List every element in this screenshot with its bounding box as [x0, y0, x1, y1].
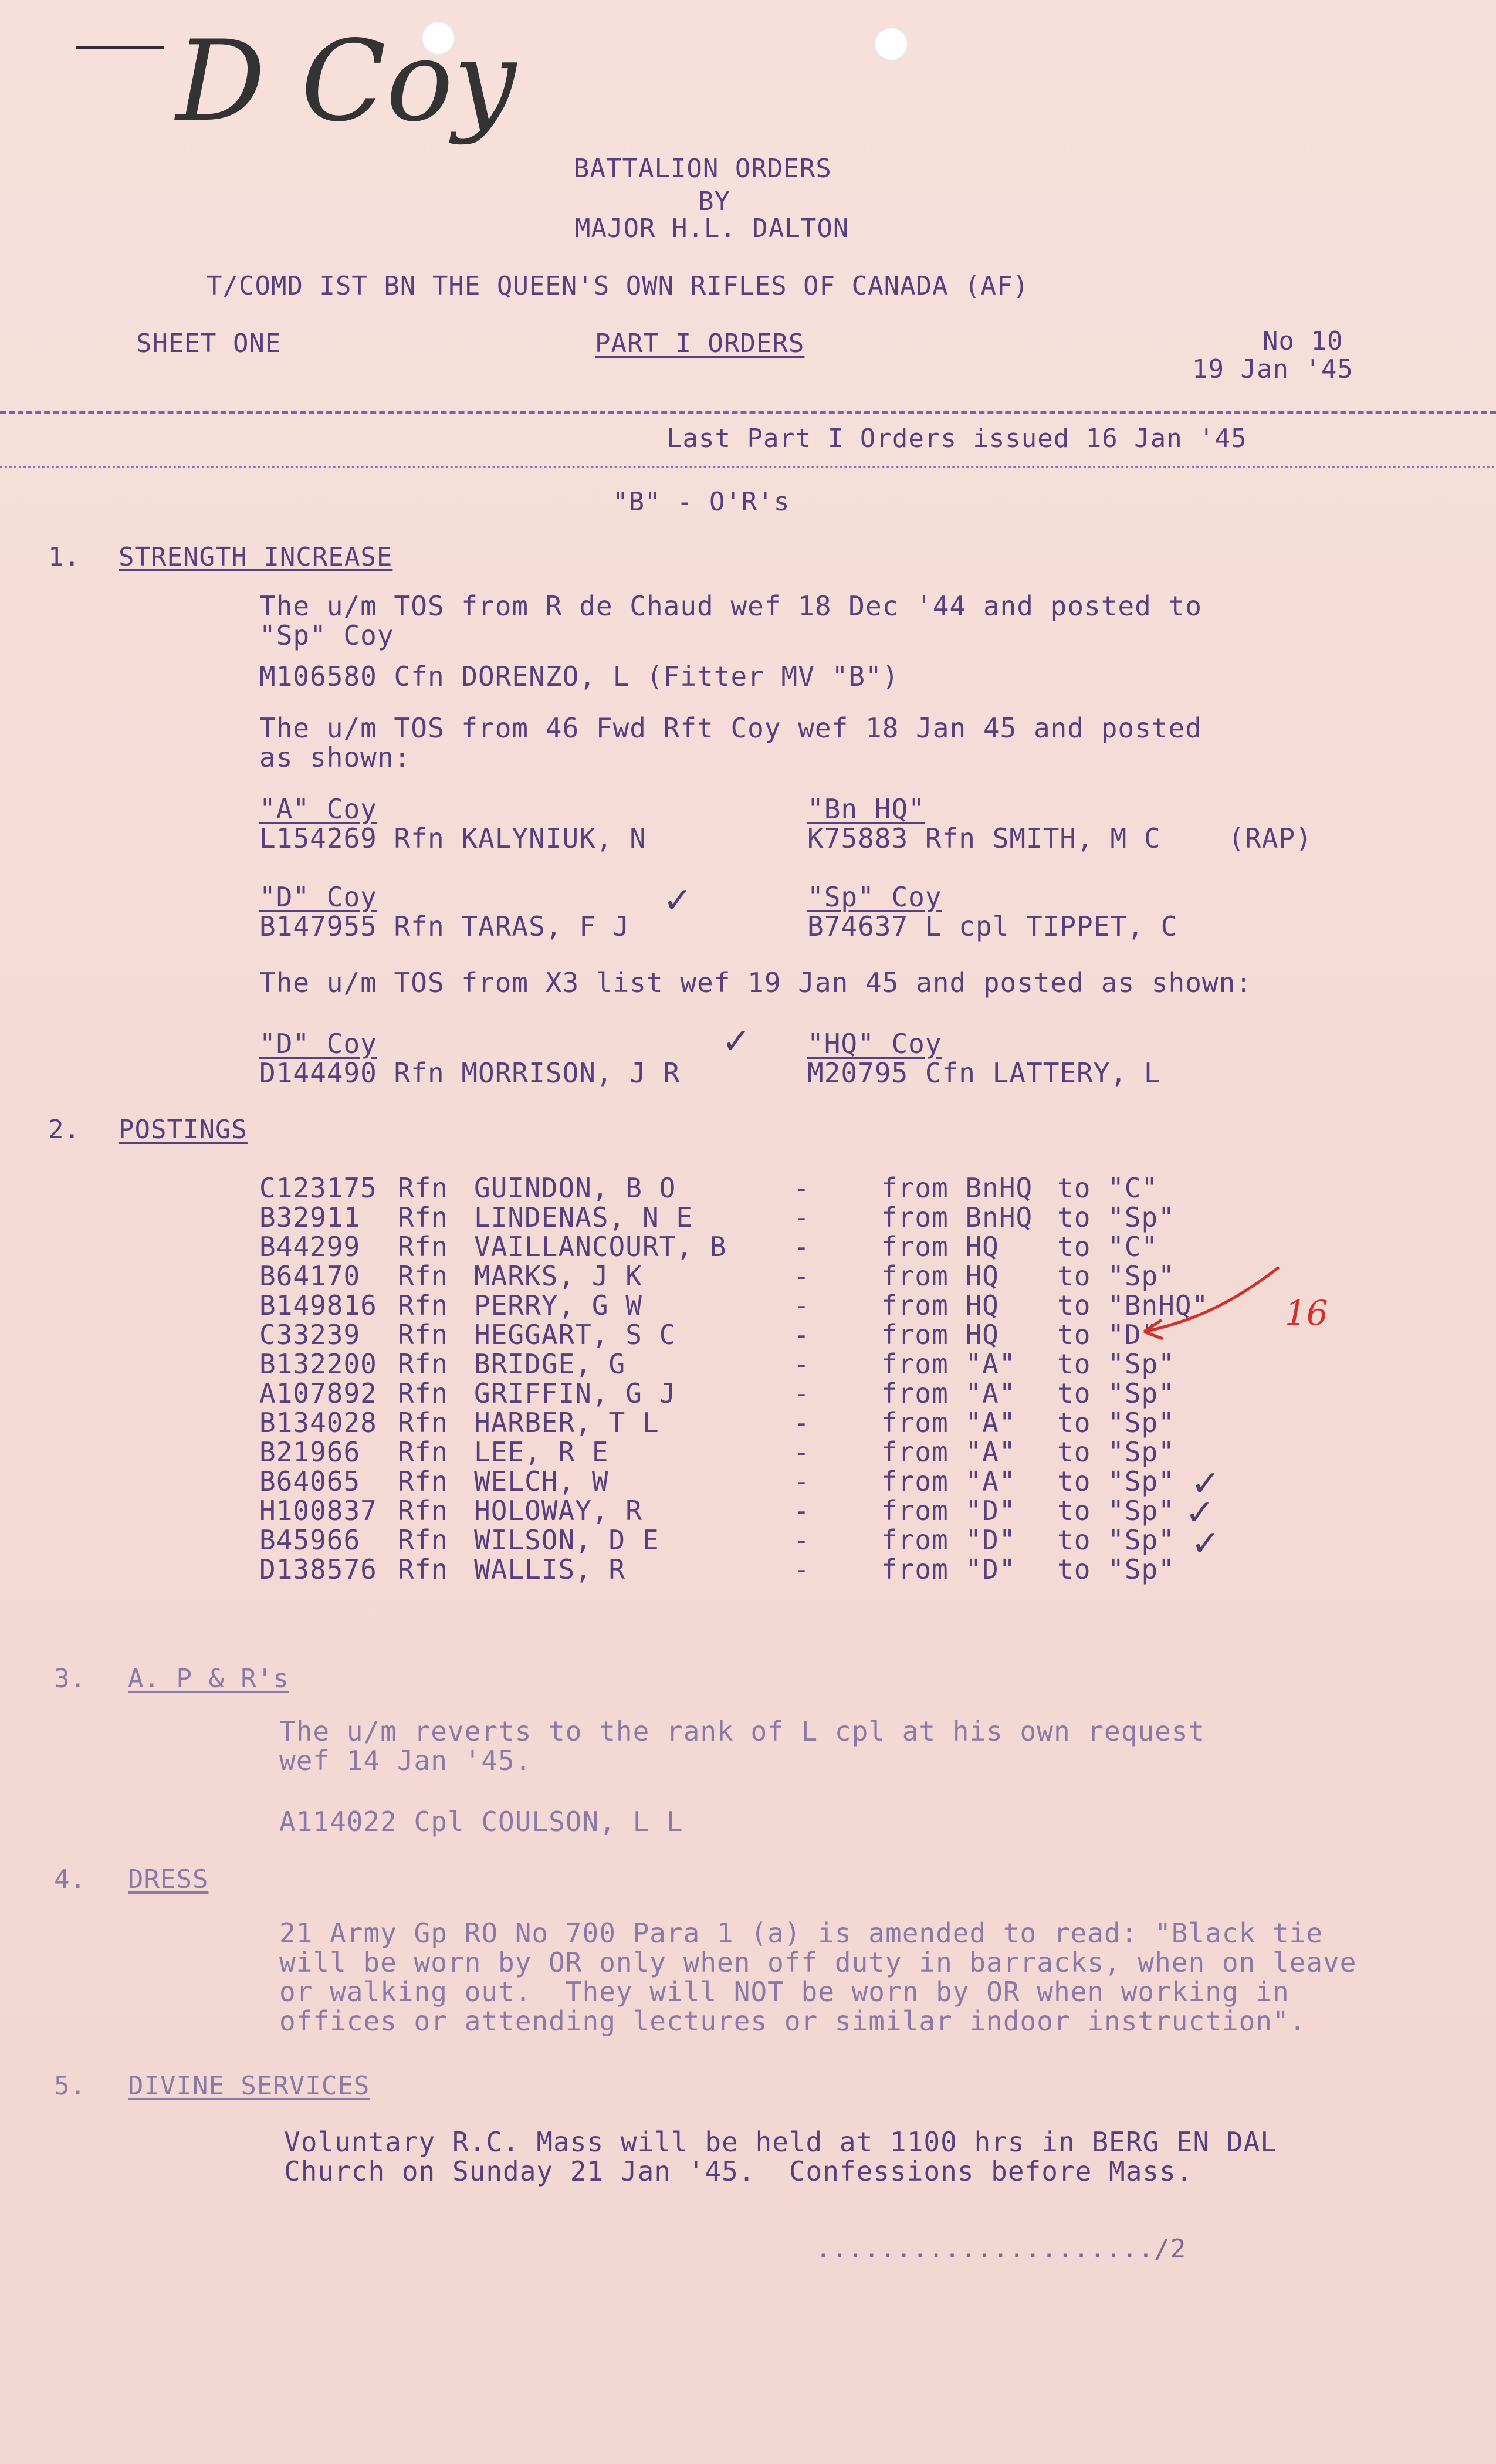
paragraph-line: will be worn by OR only when off duty in barracks, when on leave [279, 1947, 1357, 1978]
red-annotation-number: 16 [1285, 1293, 1328, 1333]
posting-rank: Rfn [398, 1495, 449, 1527]
posting-to: to "Sp" [1057, 1407, 1175, 1439]
posting-number: B32911 [259, 1201, 361, 1233]
posting-name: HARBER, T L [474, 1407, 659, 1439]
personnel-entry: K75883 Rfn SMITH, M C (RAP) [807, 823, 1312, 854]
posting-name: HEGGART, S C [474, 1319, 676, 1351]
posting-from: from HQ [881, 1319, 999, 1351]
posting-separator: - [793, 1377, 810, 1409]
posting-number: B45966 [259, 1524, 361, 1556]
order-number: No 10 [1263, 326, 1343, 356]
posting-separator: - [793, 1465, 810, 1497]
posting-number: B134028 [259, 1407, 377, 1439]
section-heading: DIVINE SERVICES [128, 2071, 370, 2101]
personnel-entry: L154269 Rfn KALYNIUK, N [259, 823, 647, 854]
posting-to: to "BnHQ" [1057, 1289, 1209, 1321]
paragraph-line: wef 14 Jan '45. [279, 1745, 532, 1776]
posting-name: VAILLANCOURT, B [474, 1231, 727, 1263]
unit-name: T/COMD IST BN THE QUEEN'S OWN RIFLES OF CANADA (AF) [207, 271, 1030, 301]
posting-name: PERRY, G W [474, 1289, 642, 1321]
posting-from: from BnHQ [881, 1201, 1033, 1233]
posting-to: to "Sp" [1057, 1553, 1175, 1585]
posting-rank: Rfn [398, 1553, 449, 1585]
order-date: 19 Jan '45 [1192, 354, 1353, 384]
personnel-entry: M106580 Cfn DORENZO, L (Fitter MV "B") [259, 661, 899, 692]
posting-number: H100837 [259, 1495, 377, 1527]
posting-to: to "Sp" [1057, 1348, 1175, 1380]
coy-heading: "HQ" Coy [807, 1028, 942, 1060]
posting-from: from "D" [881, 1495, 1016, 1527]
posting-from: from "A" [881, 1436, 1016, 1468]
check-mark: ✓ [1191, 1463, 1221, 1504]
posting-to: to "Sp" [1057, 1201, 1175, 1233]
check-mark: ✓ [663, 880, 693, 921]
posting-name: WILSON, D E [474, 1524, 659, 1556]
section-number: 2. [48, 1115, 80, 1145]
posting-number: C123175 [259, 1172, 377, 1204]
posting-name: LEE, R E [474, 1436, 609, 1468]
paragraph-line: The u/m reverts to the rank of L cpl at his own request [279, 1715, 1206, 1747]
posting-name: BRIDGE, G [474, 1348, 626, 1380]
paragraph-line: as shown: [259, 742, 411, 773]
check-mark: ✓ [722, 1021, 752, 1062]
posting-to: to "D" [1057, 1319, 1159, 1351]
posting-to: to "Sp" [1057, 1260, 1175, 1292]
posting-from: from HQ [881, 1289, 999, 1321]
section-number: 1. [48, 542, 80, 572]
posting-from: from HQ [881, 1260, 999, 1292]
posting-rank: Rfn [398, 1172, 449, 1204]
check-mark: ✓ [1185, 1492, 1215, 1534]
posting-rank: Rfn [398, 1348, 449, 1380]
posting-separator: - [793, 1172, 810, 1204]
divider-bottom [0, 466, 1496, 468]
paragraph-line: 21 Army Gp RO No 700 Para 1 (a) is amended to read: "Black tie [279, 1917, 1324, 1949]
orders-officer: MAJOR H.L. DALTON [575, 214, 849, 243]
orders-title: BATTALION ORDERS [574, 154, 832, 184]
coy-heading: "D" Coy [259, 881, 377, 913]
section-heading: STRENGTH INCREASE [119, 542, 393, 572]
posting-separator: - [793, 1436, 810, 1468]
check-mark: ✓ [1191, 1523, 1221, 1564]
punch-hole-right [874, 27, 908, 61]
section-heading: POSTINGS [119, 1115, 248, 1145]
posting-separator: - [793, 1201, 810, 1233]
continuation-marker: ...................../2 [815, 2234, 1187, 2264]
posting-rank: Rfn [398, 1407, 449, 1439]
posting-from: from "A" [881, 1407, 1016, 1439]
divider-top [0, 411, 1496, 414]
posting-to: to "Sp" [1057, 1436, 1175, 1468]
posting-to: to "C" [1057, 1231, 1159, 1263]
personnel-entry: A114022 Cpl COULSON, L L [279, 1806, 683, 1837]
posting-separator: - [793, 1524, 810, 1556]
posting-rank: Rfn [398, 1289, 449, 1321]
posting-rank: Rfn [398, 1231, 449, 1263]
posting-to: to "Sp" [1057, 1377, 1175, 1409]
posting-number: B149816 [259, 1289, 377, 1321]
section-number: 3. [54, 1664, 86, 1694]
paragraph-line: "Sp" Coy [259, 620, 394, 651]
personnel-entry: M20795 Cfn LATTERY, L [807, 1057, 1161, 1089]
posting-separator: - [793, 1348, 810, 1380]
personnel-entry: B74637 L cpl TIPPET, C [807, 911, 1178, 942]
posting-name: WALLIS, R [474, 1553, 626, 1585]
posting-from: from BnHQ [881, 1172, 1033, 1204]
paragraph-line: offices or attending lectures or similar indoor instruction". [279, 2005, 1307, 2037]
posting-number: B132200 [259, 1348, 377, 1380]
coy-heading: "A" Coy [259, 793, 377, 825]
last-issued: Last Part I Orders issued 16 Jan '45 [666, 424, 1247, 453]
posting-rank: Rfn [398, 1260, 449, 1292]
posting-to: to "Sp" [1057, 1524, 1175, 1556]
sheet-label: SHEET ONE [136, 329, 282, 358]
posting-to: to "Sp" [1057, 1495, 1175, 1527]
section-number: 5. [54, 2071, 86, 2101]
posting-name: MARKS, J K [474, 1260, 642, 1292]
posting-separator: - [793, 1407, 810, 1439]
posting-from: from HQ [881, 1231, 999, 1263]
paragraph-line: Voluntary R.C. Mass will be held at 1100 hrs in BERG EN DAL [284, 2126, 1277, 2158]
posting-number: C33239 [259, 1319, 361, 1351]
posting-from: from "D" [881, 1553, 1016, 1585]
posting-number: D138576 [259, 1553, 377, 1585]
personnel-entry: D144490 Rfn MORRISON, J R [259, 1057, 681, 1089]
posting-number: A107892 [259, 1377, 377, 1409]
posting-rank: Rfn [398, 1465, 449, 1497]
posting-separator: - [793, 1231, 810, 1263]
paragraph-line: Church on Sunday 21 Jan '45. Confessions before Mass. [284, 2155, 1193, 2187]
posting-from: from "A" [881, 1377, 1016, 1409]
posting-rank: Rfn [398, 1319, 449, 1351]
posting-name: LINDENAS, N E [474, 1201, 693, 1233]
posting-separator: - [793, 1553, 810, 1585]
posting-rank: Rfn [398, 1524, 449, 1556]
paragraph-line: The u/m TOS from R de Chaud wef 18 Dec '44 and posted to [259, 590, 1202, 622]
paragraph-line: The u/m TOS from 46 Fwd Rft Coy wef 18 Jan 45 and posted [259, 712, 1202, 744]
category-label: "B" - O'R's [612, 487, 790, 517]
orders-by: BY [698, 187, 730, 216]
posting-separator: - [793, 1495, 810, 1527]
part-label: PART I ORDERS [595, 329, 805, 358]
posting-from: from "A" [881, 1348, 1016, 1380]
posting-name: WELCH, W [474, 1465, 609, 1497]
posting-to: to "Sp" [1057, 1465, 1175, 1497]
coy-heading: "Bn HQ" [807, 793, 925, 825]
posting-number: B64170 [259, 1260, 361, 1292]
posting-from: from "D" [881, 1524, 1016, 1556]
posting-rank: Rfn [398, 1377, 449, 1409]
posting-from: from "A" [881, 1465, 1016, 1497]
posting-separator: - [793, 1319, 810, 1351]
handwritten-dash [76, 46, 164, 49]
section-heading: DRESS [128, 1864, 209, 1894]
coy-heading: "D" Coy [259, 1028, 377, 1060]
handwritten-coy-note: D Coy [176, 16, 516, 146]
posting-to: to "C" [1057, 1172, 1159, 1204]
posting-number: B44299 [259, 1231, 361, 1263]
posting-rank: Rfn [398, 1201, 449, 1233]
personnel-entry: B147955 Rfn TARAS, F J [259, 911, 630, 942]
posting-separator: - [793, 1260, 810, 1292]
section-heading: A. P & R's [128, 1664, 289, 1694]
paragraph-line: The u/m TOS from X3 list wef 19 Jan 45 and posted as shown: [259, 967, 1253, 999]
paragraph-line: or walking out. They will NOT be worn by OR when working in [279, 1976, 1289, 2008]
posting-name: GRIFFIN, G J [474, 1377, 676, 1409]
coy-heading: "Sp" Coy [807, 881, 942, 913]
section-number: 4. [54, 1864, 86, 1894]
posting-number: B21966 [259, 1436, 361, 1468]
posting-separator: - [793, 1289, 810, 1321]
posting-rank: Rfn [398, 1436, 449, 1468]
posting-name: GUINDON, B O [474, 1172, 676, 1204]
posting-number: B64065 [259, 1465, 361, 1497]
posting-name: HOLOWAY, R [474, 1495, 642, 1527]
